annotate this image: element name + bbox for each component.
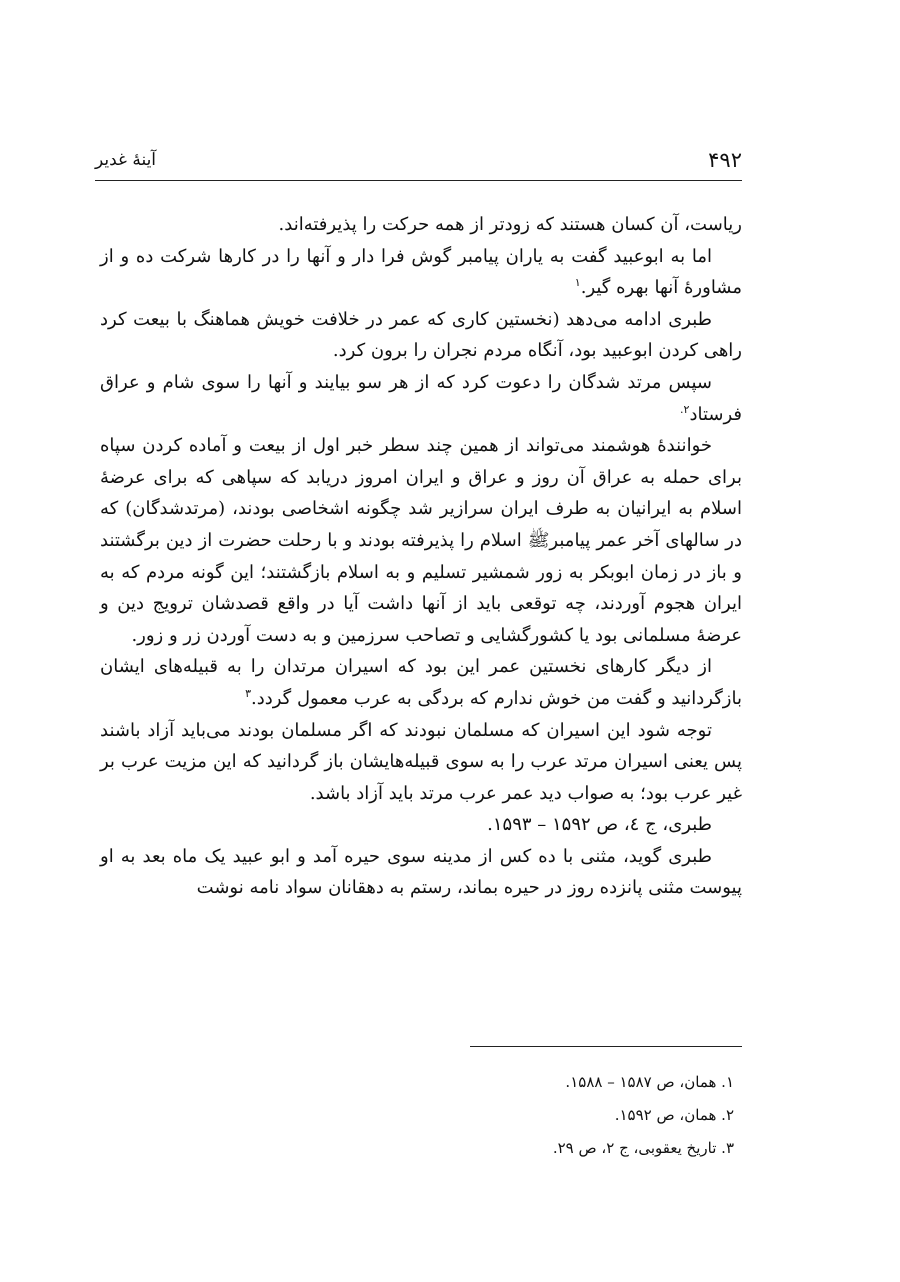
paragraph-2: اما به ابوعبید گفت به یاران پیامبر گوش فرا دار و آنها را در کارها شرکت ده و از مشاورهٔ آنها بهره گیر.$^۱$ [100, 245, 742, 299]
footnote-ref-1: ۱ [574, 276, 581, 290]
footnote-2: ۲. همان، ص ۱۵۹۲. [614, 1106, 734, 1124]
paragraph-6: از دیگر کارهای نخستین عمر این بود که اسیران مرتدان را به قبیله‌های ایشان بازگردانید و گفت من خوش ندارم که بردگی به عرب معمول گردد.$^۳$ [100, 656, 742, 709]
paragraph-7: توجه شود این اسیران که مسلمان نبودند که اگر مسلمان بودند می‌باید آزاد باشند پس یعنی اسیران مرتد عرب را به سوی قبیله‌هایشان باز گردانید که این مزیت عرب بر غیر عرب بود؛ به صواب دید عمر عرب مرتد باید آزاد باشد. [100, 719, 742, 804]
book-title: آینهٔ غدیر [95, 150, 157, 170]
footnote-separator [470, 1046, 742, 1047]
paragraph-9: طبری گوید، مثنی با ده کس از مدینه سوی حیره آمد و ابو عبید یک ماه بعد به او پیوست مثنی پانزده روز در حیره بماند، رستم به دهقانان سواد نامه نوشت [100, 845, 742, 899]
paragraph-8: طبری، ج ٤، ص ۱۵۹۲ – ۱۵۹۳. [487, 814, 712, 836]
footnote-ref-3: ۳ [245, 686, 251, 700]
paragraph-3: طبری ادامه می‌دهد (نخستین کاری که عمر در خلافت خویش هماهنگ با بیعت کرد راهی کردن ابوعبید بود، آنگاه مردم نجران را برون کرد. [100, 308, 742, 362]
footnote-1: ۱. همان، ص ۱۵۸۷ – ۱۵۸۸. [565, 1073, 734, 1091]
paragraph-5: خوانندهٔ هوشمند می‌تواند از همین چند سطر خبر اول از بیعت و آماده کردن سپاه برای حمله به عراق آن روز و عراق و ایران امروز دریابد که سپاهی که برای عرضهٔ اسلام به ایرانیان به طرف ایران سرازیر شد چگونه اشخاصی بودند، (مرتدشدگان) که در سالهای آخر عمر پیامبرﷺ اسلام را پذیرفته بودند و با رحلت حضرت از دین برگشتند و باز در زمان ابوبکر به زور شمشیر تسلیم و به اسلام بازگشتند؛ این گونه مردم که به ایران هجوم آوردند، چه توقعی باید از آنها داشت آیا در واقع قصدشان ترویج دین و عرضهٔ مسلمانی بود یا کشورگشایی و تصاحب سرزمین و به دست آوردن زر و زور. [100, 435, 742, 646]
running-header [95, 146, 742, 181]
footnote-ref-2: ۲. [680, 402, 690, 416]
page-number: ۴۹۲ [708, 148, 742, 172]
paragraph-4: سپس مرتد شدگان را دعوت کرد که از هر سو بیایند و آنها را سوی شام و عراق فرستاد$^{۲.}$ [100, 371, 742, 425]
footnote-3: ۳. تاریخ یعقوبی، ج ۲، ص ۲۹. [552, 1139, 734, 1157]
paragraph-1: ریاست، آن کسان هستند که زودتر از همه حرکت را پذیرفته‌اند. [278, 214, 742, 235]
body-text [100, 209, 742, 904]
footnotes [100, 1066, 742, 1165]
